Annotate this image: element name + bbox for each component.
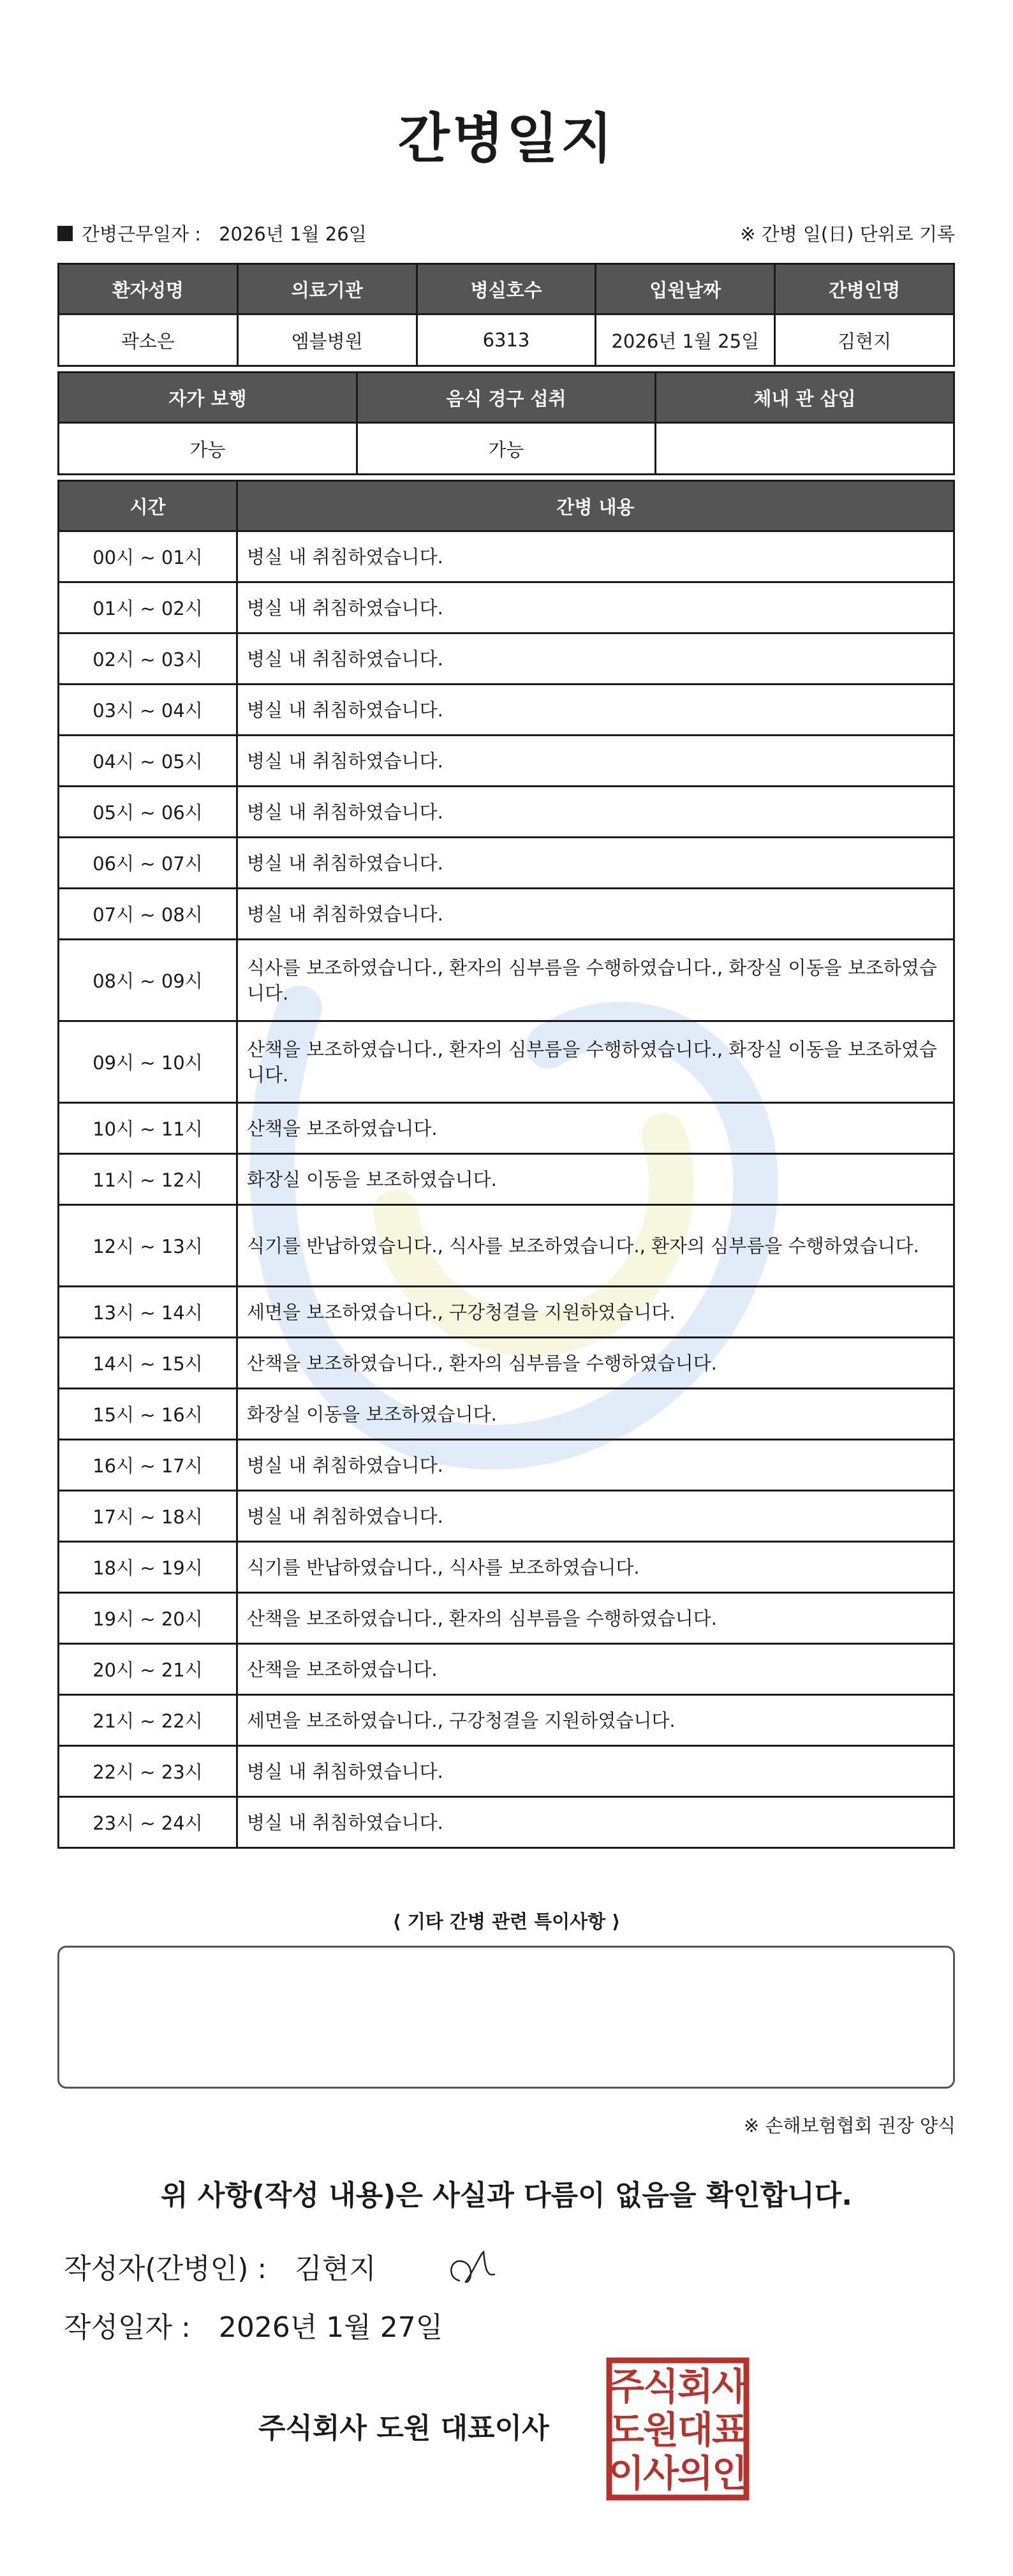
- admission-date-value: 2026년 1월 25일: [596, 315, 775, 366]
- care-content-cell: 병실 내 취침하였습니다.: [237, 736, 954, 787]
- hospital-value: 엠블병원: [237, 315, 417, 366]
- care-content-cell: 식기를 반납하였습니다., 식사를 보조하였습니다.: [237, 1542, 954, 1593]
- care-content-cell: 병실 내 취침하였습니다.: [237, 531, 954, 582]
- table-row: [59, 1287, 954, 1338]
- patient-status-header-row: [59, 373, 954, 423]
- table-row: [59, 787, 954, 838]
- patient-name-value: 곽소은: [59, 315, 238, 366]
- author-value: 김현지: [295, 2253, 376, 2285]
- time-cell: 03시 ~ 04시: [59, 685, 237, 736]
- seal-character: 표: [711, 2408, 748, 2452]
- table-row: [59, 582, 954, 633]
- hourly-log-table: [57, 480, 955, 1849]
- seal-character: 식: [642, 2365, 679, 2408]
- patient-info-value-row: [59, 315, 954, 366]
- header-tube-insertion: 체내 관 삽입: [655, 373, 954, 423]
- time-cell: 07시 ~ 08시: [59, 889, 237, 940]
- care-content-cell: 화장실 이동을 보조하였습니다.: [237, 1389, 954, 1440]
- work-date: [57, 220, 367, 246]
- time-cell: 18시 ~ 19시: [59, 1542, 237, 1593]
- time-cell: 16시 ~ 17시: [59, 1440, 237, 1491]
- time-cell: 10시 ~ 11시: [59, 1103, 237, 1154]
- seal-character: 사: [642, 2452, 679, 2495]
- care-content-cell: 세면을 보조하였습니다., 구강청결을 지원하였습니다.: [237, 1695, 954, 1746]
- table-row: [59, 1338, 954, 1389]
- hourly-log-header-row: [59, 481, 954, 531]
- table-row: [59, 1644, 954, 1695]
- time-cell: 13시 ~ 14시: [59, 1287, 237, 1338]
- header-patient-name: 환자성명: [59, 264, 238, 315]
- page-title: 간병일지: [397, 107, 616, 170]
- time-cell: 19시 ~ 20시: [59, 1593, 237, 1644]
- seal-character: 이: [608, 2452, 645, 2495]
- room-number-value: 6313: [417, 315, 596, 366]
- header-self-walking: 자가 보행: [59, 373, 357, 423]
- patient-status-table: [57, 371, 955, 475]
- patient-status-value-row: [59, 423, 954, 475]
- company-ceo-label: 주식회사 도원 대표이사: [258, 2412, 549, 2445]
- time-cell: 11시 ~ 12시: [59, 1154, 237, 1205]
- care-content-cell: 산책을 보조하였습니다., 환자의 심부름을 수행하였습니다.: [237, 1338, 954, 1389]
- patient-info-header-row: [59, 264, 954, 315]
- time-cell: 08시 ~ 09시: [59, 940, 237, 1021]
- table-row: [59, 1103, 954, 1154]
- written-date-value: 2026년 1월 27일: [218, 2311, 443, 2344]
- care-content-cell: 병실 내 취침하였습니다.: [237, 787, 954, 838]
- time-cell: 17시 ~ 18시: [59, 1491, 237, 1542]
- table-row: [59, 1389, 954, 1440]
- oral-intake-value: 가능: [357, 423, 655, 475]
- seal-character: 인: [711, 2452, 748, 2495]
- care-content-cell: 세면을 보조하였습니다., 구강청결을 지원하였습니다.: [237, 1287, 954, 1338]
- care-content-cell: 산책을 보조하였습니다.: [237, 1103, 954, 1154]
- time-cell: 04시 ~ 05시: [59, 736, 237, 787]
- care-content-cell: 병실 내 취침하였습니다.: [237, 685, 954, 736]
- care-content-cell: 병실 내 취침하였습니다.: [237, 633, 954, 685]
- table-row: [59, 1205, 954, 1287]
- signature-icon: [440, 2242, 504, 2293]
- header-room-number: 병실호수: [417, 264, 596, 315]
- header-oral-intake: 음식 경구 섭취: [357, 373, 655, 423]
- meta-row: [57, 220, 955, 252]
- seal-character: 사: [711, 2365, 748, 2408]
- notes-box: [57, 1946, 955, 2089]
- time-cell: 21시 ~ 22시: [59, 1695, 237, 1746]
- care-content-cell: 식기를 반납하였습니다., 식사를 보조하였습니다., 환자의 심부름을 수행하였습니다.: [237, 1205, 954, 1287]
- care-content-cell: 산책을 보조하였습니다.: [237, 1644, 954, 1695]
- patient-info-table: [57, 263, 955, 367]
- header-hospital: 의료기관: [237, 264, 417, 315]
- table-row: [59, 1440, 954, 1491]
- care-content-cell: 병실 내 취침하였습니다.: [237, 1440, 954, 1491]
- care-content-cell: 화장실 이동을 보조하였습니다.: [237, 1154, 954, 1205]
- seal-character: 주: [608, 2365, 645, 2408]
- square-bullet-icon: [57, 226, 73, 241]
- company-seal-icon: [606, 2357, 750, 2501]
- care-content-cell: 병실 내 취침하였습니다.: [237, 1797, 954, 1848]
- notes-title: ⟨ 기타 간병 관련 특이사항 ⟩: [392, 1911, 621, 1932]
- self-walking-value: 가능: [59, 423, 357, 475]
- tube-insertion-value: [655, 423, 954, 475]
- header-admission-date: 입원날짜: [596, 264, 775, 315]
- seal-character: 원: [642, 2408, 679, 2452]
- header-time: 시간: [59, 481, 237, 531]
- care-content-cell: 병실 내 취침하였습니다.: [237, 838, 954, 889]
- confirmation-statement: 위 사항(작성 내용)은 사실과 다름이 없음을 확인합니다.: [161, 2179, 852, 2212]
- header-care-content: 간병 내용: [237, 481, 954, 531]
- seal-character: 회: [677, 2365, 714, 2408]
- care-content-cell: 병실 내 취침하였습니다.: [237, 582, 954, 633]
- table-row: [59, 1695, 954, 1746]
- table-row: [59, 1746, 954, 1797]
- time-cell: 01시 ~ 02시: [59, 582, 237, 633]
- time-cell: 09시 ~ 10시: [59, 1021, 237, 1103]
- header-caregiver-name: 간병인명: [775, 264, 954, 315]
- care-content-cell: 산책을 보조하였습니다., 환자의 심부름을 수행하였습니다.: [237, 1593, 954, 1644]
- time-cell: 22시 ~ 23시: [59, 1746, 237, 1797]
- table-row: [59, 1797, 954, 1848]
- table-row: [59, 940, 954, 1021]
- time-cell: 23시 ~ 24시: [59, 1797, 237, 1848]
- care-content-cell: 산책을 보조하였습니다., 환자의 심부름을 수행하였습니다., 화장실 이동을 보조하였습니다.: [237, 1021, 954, 1103]
- caregiver-name-value: 김현지: [775, 315, 954, 366]
- time-cell: 05시 ~ 06시: [59, 787, 237, 838]
- time-cell: 15시 ~ 16시: [59, 1389, 237, 1440]
- table-row: [59, 685, 954, 736]
- time-cell: 02시 ~ 03시: [59, 633, 237, 685]
- table-row: [59, 1593, 954, 1644]
- seal-character: 의: [677, 2452, 714, 2495]
- author-line: [64, 2246, 376, 2286]
- table-row: [59, 633, 954, 685]
- written-date-label: 작성일자 :: [64, 2311, 191, 2344]
- table-row: [59, 1021, 954, 1103]
- time-cell: 00시 ~ 01시: [59, 531, 237, 582]
- table-row: [59, 889, 954, 940]
- author-label: 작성자(간병인) :: [64, 2253, 267, 2285]
- time-cell: 20시 ~ 21시: [59, 1644, 237, 1695]
- seal-character: 대: [677, 2408, 714, 2452]
- time-cell: 06시 ~ 07시: [59, 838, 237, 889]
- table-row: [59, 1542, 954, 1593]
- care-content-cell: 병실 내 취침하였습니다.: [237, 1746, 954, 1797]
- time-cell: 14시 ~ 15시: [59, 1338, 237, 1389]
- table-row: [59, 838, 954, 889]
- time-cell: 12시 ~ 13시: [59, 1205, 237, 1287]
- written-date-line: [64, 2304, 443, 2345]
- seal-character: 도: [608, 2408, 645, 2452]
- table-row: [59, 1491, 954, 1542]
- care-content-cell: 병실 내 취침하였습니다.: [237, 1491, 954, 1542]
- work-date-label: 간병근무일자 :: [82, 223, 202, 245]
- source-note: ※ 손해보험협회 권장 양식: [743, 2115, 956, 2136]
- work-date-value: 2026년 1월 26일: [219, 223, 367, 245]
- hourly-log-body: [59, 531, 954, 1848]
- table-row: [59, 531, 954, 582]
- care-content-cell: 식사를 보조하였습니다., 환자의 심부름을 수행하였습니다., 화장실 이동을 보조하였습니다.: [237, 940, 954, 1021]
- care-content-cell: 병실 내 취침하였습니다.: [237, 889, 954, 940]
- table-row: [59, 1154, 954, 1205]
- table-row: [59, 736, 954, 787]
- unit-note: ※ 간병 일(日) 단위로 기록: [740, 223, 955, 245]
